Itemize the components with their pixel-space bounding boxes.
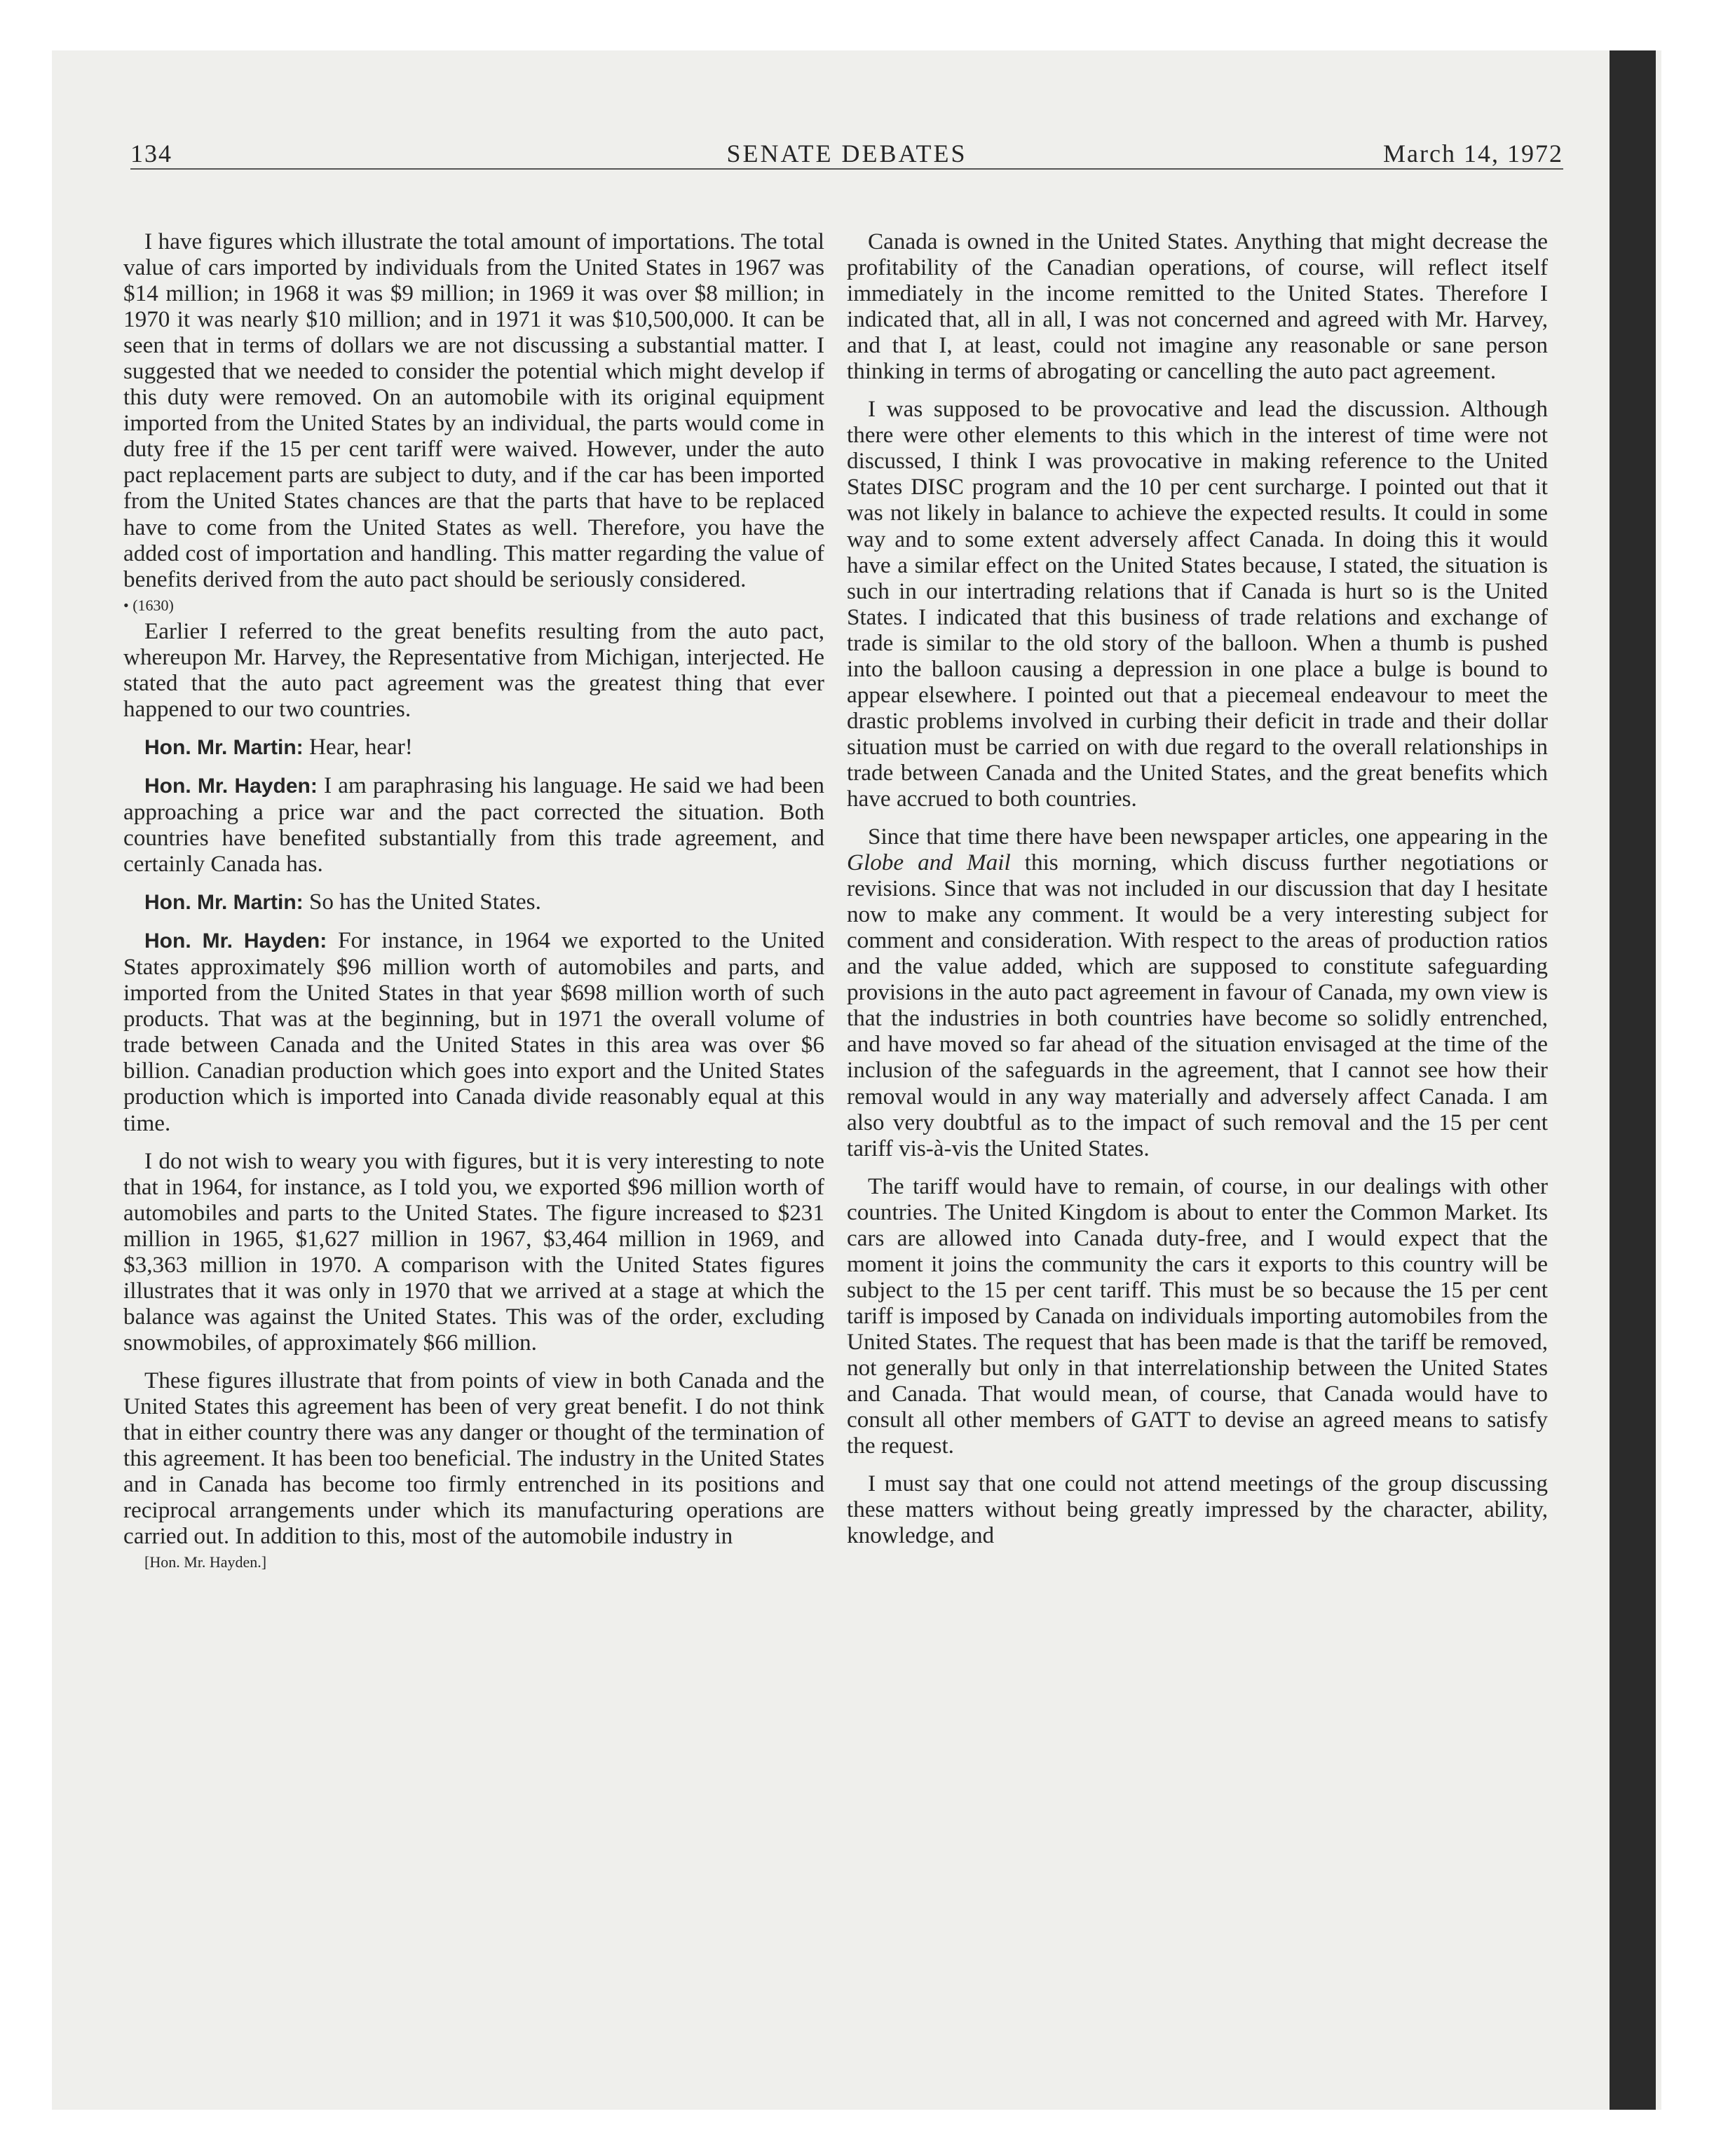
newspaper-name: Globe and Mail bbox=[847, 850, 1011, 876]
paragraph: The tariff would have to remain, of course, in our dealings with other countries. The United Kingdom is about to enter the Common Market. Its cars are allowed into Canada duty-free, and I would expect that the moment it joins the community the cars it exports to this country will be subject to the 15 per cent tariff. This must be so because the 15 per cent tariff is imposed by Canada on individuals importing automobiles from the United States. The request that has been made is that the tariff be removed, not generally but only in that interrelationship between the United States and Canada. That would mean, of course, that Canada would have to consult all other members of GATT to devise an agreed means to satisfy the request. bbox=[847, 1173, 1548, 1459]
speaker-name: Hon. Mr. Hayden: bbox=[144, 929, 327, 953]
paragraph-text: this morning, which discuss further negotiations or revisions. Since that was not included in our discussion that day I hesitate now to make any comment. It would be a very interesting subject for comment and consideration. With respect to the areas of production ratios and the value added, which are supposed to constitute safeguarding provisions in the auto pact agreement in favour of Canada, my own view is that the industries in both countries have become so solidly entrenched, and have moved so far ahead of the situation envisaged at the time of the inclusion of the safeguards in the agreement, that I cannot see how their removal would in any way materially and adversely affect Canada. I am also very doubtful as to the impact of such removal and the 15 per cent tariff vis-à-vis the United States. bbox=[847, 850, 1548, 1161]
speaker-name: Hon. Mr. Martin: bbox=[144, 735, 304, 759]
paragraph: Canada is owned in the United States. Anything that might decrease the profitability of the Canadian operations, of course, will reflect itself immediately in the income remitted to the United States. Therefore I indicated that, all in all, I was not concerned and agreed with Mr. Harvey, and that I, at least, could not imagine any reasonable or sane person thinking in terms of abrogating or cancelling the auto pact agreement. bbox=[847, 228, 1548, 385]
page-number: 134 bbox=[130, 139, 172, 168]
speech-text: Hear, hear! bbox=[308, 733, 413, 760]
speaker-name: Hon. Mr. Martin: bbox=[144, 891, 304, 915]
publication-date: March 14, 1972 bbox=[1383, 139, 1563, 168]
paragraph: I must say that one could not attend meetings of the group discussing these matters without being greatly impressed by the character, ability, knowledge, and bbox=[847, 1471, 1548, 1549]
right-column bbox=[847, 228, 1548, 1548]
paragraph-text: Since that time there have been newspaper articles, one appearing in the bbox=[868, 824, 1548, 850]
speech-text: For instance, in 1964 we exported to the United States approximately $96 million worth of automobiles and parts, and imported from the United States in that year $698 million worth of such products. That was at the beginning, but in 1971 the overall volume of trade between Canada and the United States in this area was over $6 billion. Canadian production which goes into export and the United States production which is imported into Canada divide reasonably equal at this time. bbox=[123, 927, 824, 1136]
paragraph: I have figures which illustrate the total amount of importations. The total value of cars imported by individuals from the United States in 1967 was $14 million; in 1968 it was $9 million; in 1969 it was over $8 million; in 1970 it was nearly $10 million; and in 1971 it was $10,500,000. It can be seen that in terms of dollars we are not discussing a substantial matter. I suggested that we needed to consider the potential which might develop if this duty were removed. On an automobile with its original equipment imported from the United States by an individual, the parts would come in duty free if the 15 per cent tariff were waived. However, under the auto pact replacement parts are subject to duty, and if the car has been imported from the United States chances are that the parts that have to be replaced have to come from the United States as well. Therefore, you have the added cost of importation and handling. This matter regarding the value of benefits derived from the auto pact should be seriously considered. bbox=[123, 228, 824, 592]
publication-title: SENATE DEBATES bbox=[726, 139, 967, 168]
paragraph: I do not wish to weary you with figures, but it is very interesting to note that in 1964, for instance, as I told you, we exported $96 million worth of automobiles and parts to the United States. The figure increased to $231 million in 1965, $1,627 million in 1967, $3,464 million in 1969, and $3,363 million in 1970. A comparison with the United States figures illustrates that it was only in 1970 that we arrived at a stage at which the balance was against the United States. This was of the order, excluding snowmobiles, of approximately $66 million. bbox=[123, 1147, 824, 1356]
speech-paragraph bbox=[123, 889, 824, 915]
paragraph: I was supposed to be provocative and lead the discussion. Although there were other elements to this which in the interest of time were not discussed, I think I was provocative in making reference to the United States DISC program and the 10 per cent surcharge. I pointed out that it was not likely in balance to achieve the expected results. It could in some way and to some extent adversely affect Canada. In doing this it would have a similar effect on the United States because, I stated, the situation is such in our intertrading relations that if Canada is hurt so is the United States. I indicated that this business of trade relations and exchange of trade is similar to the old story of the balloon. When a thumb is pushed into the balloon causing a depression in one place a bulge is bound to appear elsewhere. I pointed out that a piecemeal endeavour to meet the drastic problems involved in curbing their deficit in trade and their dollar situation must be carried on with due regard to the overall relationships in trade between Canada and the United States, and the great benefits which have accrued to both countries. bbox=[847, 396, 1548, 812]
speech-paragraph bbox=[123, 734, 824, 760]
page-header bbox=[130, 139, 1563, 167]
left-column bbox=[123, 228, 824, 1575]
speaker-footer: [Hon. Mr. Hayden.] bbox=[144, 1553, 267, 1571]
paragraph: Earlier I referred to the great benefits resulting from the auto pact, whereupon Mr. Harvey, the Representative from Michigan, interjected. He stated that the auto pact agreement was the greatest thing that ever happened to our two countries. bbox=[123, 618, 824, 722]
speech-paragraph bbox=[123, 772, 824, 877]
speech-text: I am paraphrasing his language. He said we had been approaching a price war and the pact corrected the situation. Both countries have benefited substantially from this trade agreement, and certainly Canada has. bbox=[123, 772, 825, 878]
speech-paragraph bbox=[123, 927, 824, 1135]
speech-text: So has the United States. bbox=[308, 889, 541, 915]
speaker-name: Hon. Mr. Hayden: bbox=[144, 774, 318, 798]
paragraph: These figures illustrate that from points of view in both Canada and the United States this agreement has been of very great benefit. I do not think that in either country there was any danger or thought of the termination of this agreement. It has been too beneficial. The industry in the United States and in Canada has become too firmly entrenched in its positions and reciprocal arrangements under which its manufacturing operations are carried out. In addition to this, most of the automobile industry in bbox=[123, 1367, 824, 1550]
header-rule bbox=[130, 168, 1563, 170]
time-marker: • (1630) bbox=[123, 596, 174, 614]
paragraph bbox=[847, 824, 1548, 1161]
scan-edge-shadow bbox=[1610, 50, 1656, 2110]
